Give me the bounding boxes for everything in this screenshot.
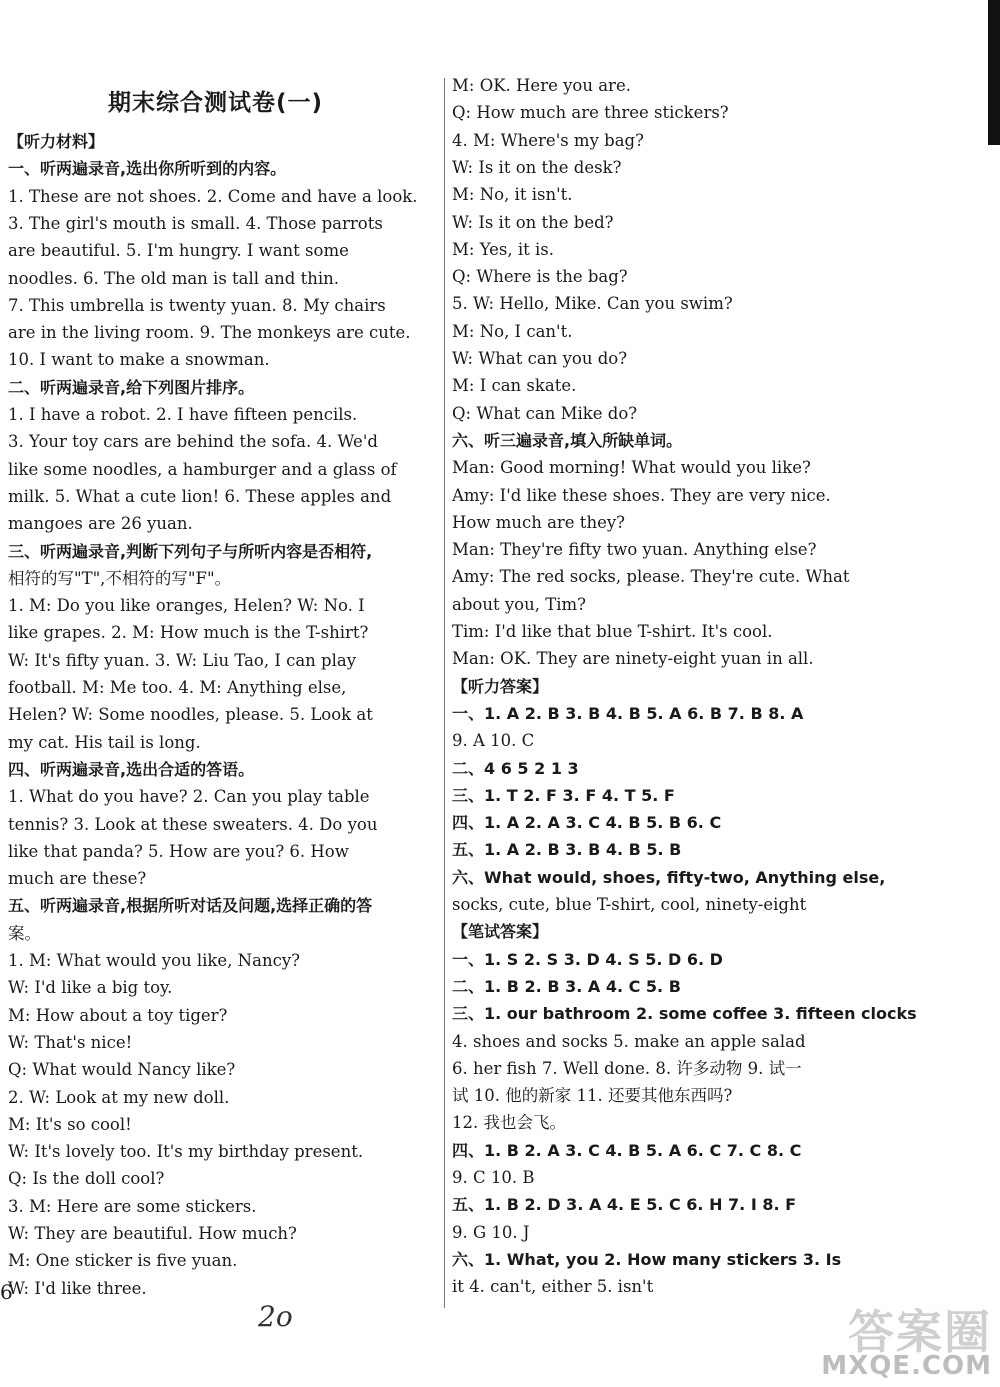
- right-text-line: 三、1. T 2. F 3. F 4. T 5. F: [452, 785, 675, 805]
- left-text-line: like grapes. 2. M: How much is the T-shirt?: [8, 623, 369, 643]
- right-text-line: M: OK. Here you are.: [452, 76, 631, 95]
- right-text-line: 六、听三遍录音,填入所缺单词。: [452, 430, 683, 450]
- right-text-line: 六、1. What, you 2. How many stickers 3. Is: [452, 1249, 842, 1269]
- left-text-line: 7. This umbrella is twenty yuan. 8. My chairs: [8, 295, 386, 315]
- right-text-line: W: Is it on the desk?: [452, 157, 622, 177]
- right-text-line: 六、What would, shoes, fifty-two, Anything else,: [452, 867, 886, 887]
- left-text-line: 1. These are not shoes. 2. Come and have a look.: [8, 186, 418, 206]
- left-text-line: W: They are beautiful. How much?: [8, 1224, 297, 1243]
- left-text-line: milk. 5. What a cute lion! 6. These apples and: [8, 486, 392, 506]
- left-text-line: 【听力材料】: [8, 132, 105, 151]
- left-text-line: my cat. His tail is long.: [8, 732, 201, 752]
- right-text-line: 5. W: Hello, Mike. Can you swim?: [452, 294, 733, 314]
- left-text-line: 1. What do you have? 2. Can you play table: [8, 787, 370, 807]
- right-text-line: 五、1. B 2. D 3. A 4. E 5. C 6. H 7. I 8. F: [452, 1195, 797, 1215]
- right-text-line: W: Is it on the bed?: [452, 212, 614, 232]
- right-text-line: 12. 我也会飞。: [452, 1113, 566, 1133]
- left-text-line: noodles. 6. The old man is tall and thin.: [8, 268, 339, 288]
- right-text-line: Man: They're fifty two yuan. Anything else?: [452, 540, 817, 560]
- right-text-line: 一、1. A 2. B 3. B 4. B 5. A 6. B 7. B 8. A: [452, 703, 804, 723]
- left-text-line: are beautiful. 5. I'm hungry. I want some: [8, 241, 349, 261]
- watermark-logo: 答案圈: [848, 1305, 992, 1359]
- right-text-line: Tim: I'd like that blue T-shirt. It's cool.: [452, 622, 773, 641]
- left-text-line: 四、听两遍录音,选出合适的答语。: [8, 759, 255, 779]
- right-text-line: 试 10. 他的新家 11. 还要其他东西吗?: [452, 1086, 733, 1106]
- right-text-line: 【听力答案】: [452, 676, 549, 696]
- left-text-line: M: How about a toy tiger?: [8, 1005, 228, 1025]
- left-text-line: Helen? W: Some noodles, please. 5. Look at: [8, 705, 373, 725]
- right-text-line: Q: Where is the bag?: [452, 267, 628, 287]
- left-text-line: are in the living room. 9. The monkeys are cute.: [8, 323, 411, 343]
- right-text-line: M: I can skate.: [452, 376, 577, 396]
- right-text-line: Man: OK. They are ninety-eight yuan in all.: [452, 649, 814, 669]
- left-text-line: 1. M: Do you like oranges, Helen? W: No. I: [8, 596, 365, 616]
- right-text-line: 二、1. B 2. B 3. A 4. C 5. B: [452, 976, 681, 996]
- left-text-line: W: I'd like three.: [8, 1278, 147, 1298]
- left-text-line: W: It's fifty yuan. 3. W: Liu Tao, I can play: [8, 650, 357, 670]
- right-text-line: socks, cute, blue T-shirt, cool, ninety-eight: [452, 895, 807, 914]
- right-text-line: 四、1. B 2. A 3. C 4. B 5. A 6. C 7. C 8. C: [452, 1140, 802, 1160]
- page-number: 6: [0, 1280, 13, 1304]
- left-text-line: mangoes are 26 yuan.: [8, 514, 193, 534]
- left-text-line: 10. I want to make a snowman.: [8, 350, 270, 370]
- right-text-line: M: No, I can't.: [452, 321, 573, 341]
- left-text-line: 3. Your toy cars are behind the sofa. 4. We'd: [8, 432, 378, 452]
- right-text-line: 4. M: Where's my bag?: [452, 130, 644, 150]
- page-title: 期末综合测试卷(一): [108, 90, 324, 116]
- left-text-line: 五、听两遍录音,根据所听对话及问题,选择正确的答: [8, 896, 373, 916]
- right-text-line: 一、1. S 2. S 3. D 4. S 5. D 6. D: [452, 949, 723, 969]
- page-edge: [988, 0, 1000, 145]
- left-text-line: 3. The girl's mouth is small. 4. Those parrots: [8, 213, 383, 233]
- left-text-line: M: One sticker is five yuan.: [8, 1251, 238, 1271]
- right-text-line: 4. shoes and socks 5. make an apple salad: [452, 1031, 806, 1051]
- right-text-line: W: What can you do?: [452, 349, 628, 368]
- left-text-line: 1. I have a robot. 2. I have fifteen pencils.: [8, 405, 358, 424]
- left-text-line: W: That's nice!: [8, 1032, 133, 1052]
- left-text-line: tennis? 3. Look at these sweaters. 4. Do you: [8, 814, 378, 834]
- left-text-line: 二、听两遍录音,给下列图片排序。: [8, 377, 255, 397]
- right-text-line: Amy: I'd like these shoes. They are very nice.: [452, 485, 831, 505]
- left-text-line: football. M: Me too. 4. M: Anything else,: [8, 678, 347, 697]
- handwritten-mark: 2o: [258, 1300, 293, 1333]
- right-text-line: 二、4 6 5 2 1 3: [452, 758, 579, 778]
- left-text-line: W: I'd like a big toy.: [8, 978, 173, 998]
- left-text-line: W: It's lovely too. It's my birthday present.: [8, 1142, 364, 1162]
- left-text-line: 1. M: What would you like, Nancy?: [8, 951, 300, 970]
- right-text-line: about you, Tim?: [452, 594, 586, 614]
- left-text-line: Q: What would Nancy like?: [8, 1060, 236, 1080]
- left-text-line: Q: Is the doll cool?: [8, 1169, 165, 1189]
- right-text-line: Amy: The red socks, please. They're cute. What: [452, 567, 850, 587]
- right-text-line: 【笔试答案】: [452, 922, 549, 942]
- right-text-line: M: Yes, it is.: [452, 239, 555, 259]
- left-text-line: 相符的写"T",不相符的写"F"。: [8, 568, 232, 588]
- left-text-line: much are these?: [8, 869, 147, 889]
- left-text-line: 3. M: Here are some stickers.: [8, 1196, 257, 1216]
- left-text-line: M: It's so cool!: [8, 1114, 132, 1134]
- right-text-line: 9. A 10. C: [452, 731, 535, 751]
- left-text-line: 案。: [8, 923, 41, 943]
- column-divider: [444, 78, 445, 1308]
- right-text-line: 9. C 10. B: [452, 1168, 535, 1187]
- right-text-line: 三、1. our bathroom 2. some coffee 3. fifteen clocks: [452, 1004, 917, 1024]
- right-text-line: Q: What can Mike do?: [452, 403, 638, 423]
- left-text-line: 三、听两遍录音,判断下列句子与所听内容是否相符,: [8, 541, 373, 561]
- left-text-line: like some noodles, a hamburger and a glass of: [8, 459, 397, 479]
- left-text-line: 一、听两遍录音,选出你所听到的内容。: [8, 159, 287, 179]
- left-text-line: 2. W: Look at my new doll.: [8, 1087, 230, 1107]
- watermark: [782, 1296, 992, 1381]
- right-text-line: 9. G 10. J: [452, 1222, 530, 1242]
- right-text-line: it 4. can't, either 5. isn't: [452, 1277, 654, 1297]
- right-text-line: 五、1. A 2. B 3. B 4. B 5. B: [452, 840, 682, 860]
- right-text-line: Q: How much are three stickers?: [452, 103, 729, 123]
- right-text-line: M: No, it isn't.: [452, 185, 573, 205]
- right-text-line: 四、1. A 2. A 3. C 4. B 5. B 6. C: [452, 813, 722, 833]
- right-text-line: Man: Good morning! What would you like?: [452, 458, 811, 478]
- right-text-line: 6. her fish 7. Well done. 8. 许多动物 9. 试一: [452, 1058, 802, 1078]
- right-text-line: How much are they?: [452, 512, 626, 532]
- watermark-url: MXQE.COM: [821, 1351, 992, 1381]
- left-text-line: like that panda? 5. How are you? 6. How: [8, 841, 349, 861]
